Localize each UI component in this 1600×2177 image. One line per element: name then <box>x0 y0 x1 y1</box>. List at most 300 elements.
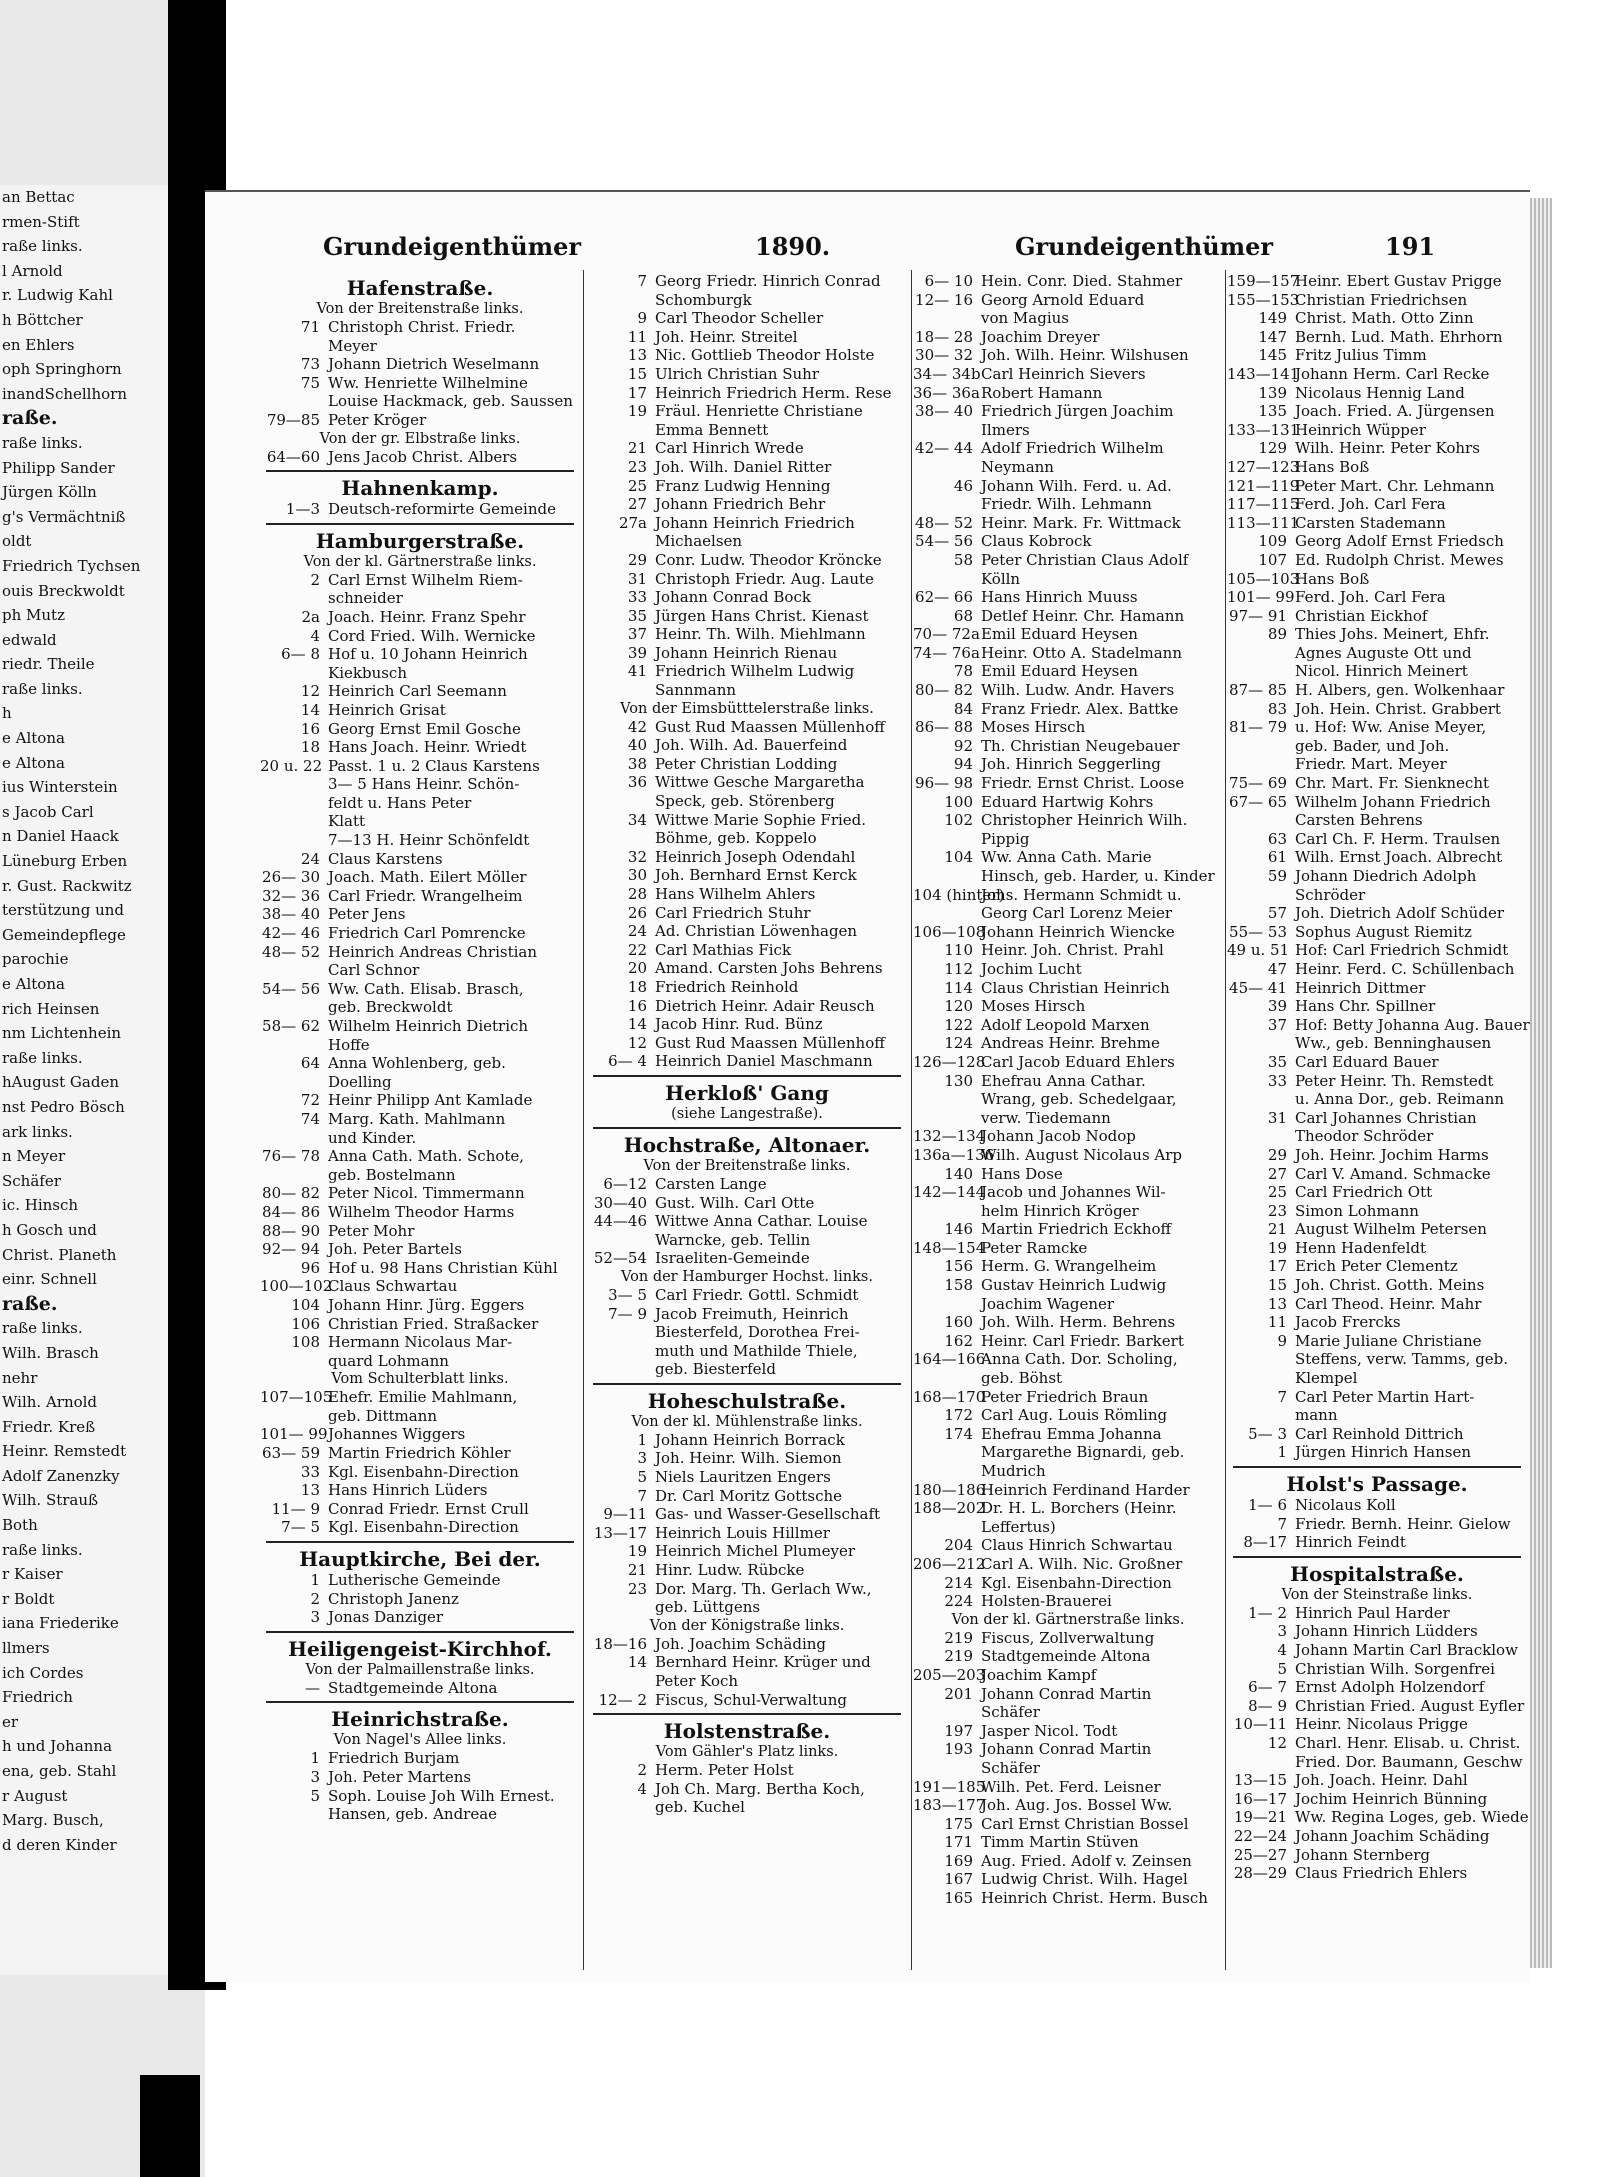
owner-entry <box>587 885 907 904</box>
house-number: 132—134 <box>913 1127 986 1146</box>
street-direction-note: Vom Schulterblatt links. <box>331 1371 509 1388</box>
owner-name: Hans Wilhelm Ahlers <box>655 885 816 903</box>
owner-name: Biesterfeld, Dorothea Frei- <box>655 1323 860 1342</box>
owner-name: Joh. Heinr. Jochim Harms <box>1295 1145 1489 1164</box>
house-number <box>587 1231 655 1250</box>
house-number: 214 <box>944 1573 973 1592</box>
owner-entry <box>587 1034 907 1053</box>
house-number: 160 <box>944 1313 973 1332</box>
house-number: 58— 62 <box>262 1017 320 1035</box>
owner-entry <box>260 1315 580 1334</box>
house-number: 17 <box>1267 1257 1287 1276</box>
street-heading: Holstenstraße. <box>663 1719 831 1744</box>
house-number: 6— 7 <box>1248 1678 1287 1697</box>
house-number: 130 <box>944 1071 973 1090</box>
house-number: 172 <box>944 1406 973 1425</box>
owner-name: Peter Mohr <box>328 1221 415 1240</box>
owner-name: Heinrich Andreas Christian <box>328 942 537 961</box>
left-page-line: d deren Kinder <box>2 1835 117 1854</box>
owner-entry <box>587 1323 907 1342</box>
left-page-line: raße links. <box>2 679 83 698</box>
house-number: 9—11 <box>603 1505 647 1524</box>
owner-name: Kgl. Eisenbahn-Direction <box>328 1518 519 1537</box>
owner-entry <box>1227 532 1527 551</box>
owner-name: Peter Christian Lodding <box>655 754 838 773</box>
house-number: 1— 2 <box>1248 1603 1287 1622</box>
owner-entry <box>1227 384 1527 403</box>
owner-name: Carl Friedr. Wrangelheim <box>328 886 523 905</box>
street-heading: Holst's Passage. <box>1286 1472 1468 1496</box>
house-number: 168—170 <box>913 1387 986 1406</box>
owner-entry <box>913 625 1223 644</box>
house-number: 35 <box>1267 1052 1287 1071</box>
house-number: 18—16 <box>593 1634 647 1653</box>
owner-entry <box>1227 1864 1527 1883</box>
owner-name: Ehefrau Anna Cathar. <box>981 1071 1146 1090</box>
house-number <box>260 998 328 1017</box>
street-heading: Herkloß' Gang <box>665 1080 829 1105</box>
left-page-line: ich Cordes <box>2 1663 84 1682</box>
owner-entry <box>913 1462 1223 1481</box>
owner-name: Heinr. Nicolaus Prigge <box>1295 1715 1468 1734</box>
house-number: 3 <box>1277 1622 1287 1641</box>
left-page-line: raße links. <box>2 1540 83 1559</box>
owner-name: Carl Theodor Scheller <box>655 309 824 328</box>
owner-entry <box>1227 1146 1527 1165</box>
house-number: 7 <box>637 1486 647 1505</box>
house-number: 180—186 <box>913 1480 986 1499</box>
owner-name: Bernh. Lud. Math. Ehrhorn <box>1295 327 1503 346</box>
house-number: 97— 91 <box>1229 606 1287 625</box>
owner-entry <box>587 514 907 533</box>
house-number: — <box>305 1678 320 1697</box>
house-number <box>260 392 328 411</box>
house-number <box>260 1073 328 1092</box>
owner-entry <box>913 718 1223 737</box>
house-number: 79—85 <box>266 410 320 429</box>
owner-name: Joachim Wagener <box>981 1294 1115 1313</box>
owner-name: Heinrich Louis Hillmer <box>655 1523 830 1542</box>
house-number: 71 <box>300 318 320 336</box>
owner-name: Schröder <box>1295 885 1366 904</box>
owner-name: Joach. Heinr. Franz Spehr <box>328 607 526 626</box>
house-number: 1 <box>310 1571 320 1590</box>
house-number: 9 <box>1277 1331 1287 1350</box>
house-number <box>587 1598 655 1617</box>
owner-name: Mudrich <box>981 1462 1046 1480</box>
scan-edge-bar-bottom <box>140 2075 200 2177</box>
owner-name: Carl Ch. F. Herm. Traulsen <box>1295 829 1501 848</box>
owner-name: Ilmers <box>981 420 1030 439</box>
owner-entry <box>587 662 907 681</box>
owner-name: Herm. G. Wrangelheim <box>981 1257 1157 1276</box>
street-direction-note: Von der Hamburger Hochst. links. <box>621 1268 873 1285</box>
left-page-line: r. Gust. Rackwitz <box>2 876 132 895</box>
owner-entry <box>260 701 580 720</box>
owner-name: Jochim Lucht <box>981 959 1082 978</box>
owner-name: Johann Conrad Martin <box>981 1740 1152 1759</box>
owner-entry <box>587 291 907 310</box>
owner-entry <box>1227 1715 1527 1734</box>
owner-name: Fiscus, Zollverwaltung <box>981 1628 1155 1647</box>
owner-name: Hoffe <box>328 1035 370 1054</box>
left-page-line: nm Lichtenhein <box>2 1024 122 1043</box>
owner-entry <box>260 720 580 739</box>
owner-entry <box>260 1147 580 1166</box>
owner-name: geb. Dittmann <box>328 1406 437 1425</box>
owner-entry <box>260 794 580 813</box>
owner-entry <box>587 477 907 496</box>
street-direction-note: Von der kl. Gärtnerstraße links. <box>951 1611 1185 1628</box>
owner-entry <box>913 1034 1223 1053</box>
owner-entry <box>1227 811 1527 830</box>
owner-entry <box>1227 793 1527 812</box>
owner-entry <box>1227 1443 1527 1462</box>
street-direction-note: Von der gr. Elbstraße links. <box>319 430 521 447</box>
house-number: 35 <box>627 606 647 625</box>
owner-entry <box>260 1679 580 1698</box>
left-page-line: Friedr. Kreß <box>2 1417 96 1436</box>
owner-entry <box>1227 1053 1527 1072</box>
house-number <box>260 337 328 356</box>
owner-name: Hinrich Feindt <box>1295 1533 1406 1552</box>
house-number: 96— 98 <box>915 774 973 793</box>
house-number: 6—12 <box>603 1174 647 1193</box>
house-number: 20 u. 22 <box>260 756 323 775</box>
header-title-right: Grundeigenthümer <box>1015 232 1273 261</box>
owner-entry <box>260 1352 580 1371</box>
owner-name: Emil Eduard Heysen <box>981 662 1138 681</box>
header-page-number: 191 <box>1385 232 1436 261</box>
owner-entry <box>913 1388 1223 1407</box>
left-page-line: r Kaiser <box>2 1565 63 1584</box>
owner-entry <box>587 755 907 774</box>
owner-name: Joh. Peter Bartels <box>328 1240 462 1259</box>
column-3 <box>913 272 1223 1908</box>
owner-name: Hans Boß <box>1295 457 1370 476</box>
owner-entry <box>913 1815 1223 1834</box>
owner-name: Emil Eduard Heysen <box>981 625 1138 644</box>
owner-entry <box>1227 867 1527 886</box>
owner-name: Nicolaus Hennig Land <box>1295 383 1465 402</box>
owner-entry <box>1227 1515 1527 1534</box>
owner-entry <box>1227 718 1527 737</box>
owner-name: Christopher Heinrich Wilh. <box>981 811 1188 830</box>
owner-name: Ulrich Christian Suhr <box>655 364 820 383</box>
owner-name: Claus Kobrock <box>981 532 1092 551</box>
house-number: 7 <box>1277 1387 1287 1406</box>
house-number: 62— 66 <box>915 588 973 607</box>
owner-entry <box>913 439 1223 458</box>
owner-entry <box>587 365 907 384</box>
owner-entry <box>913 1778 1223 1797</box>
owner-name: von Magius <box>981 309 1069 328</box>
owner-entry <box>1227 886 1527 905</box>
house-number: 4 <box>637 1779 647 1798</box>
owner-entry <box>260 1407 580 1426</box>
owner-name: Joh. Hinrich Seggerling <box>981 755 1161 774</box>
owner-entry <box>913 1703 1223 1722</box>
house-number: 75 <box>300 373 320 392</box>
owner-entry <box>1227 904 1527 923</box>
house-number <box>1227 737 1295 756</box>
owner-entry <box>1227 458 1527 477</box>
owner-name: Conrad Friedr. Ernst Crull <box>328 1499 529 1518</box>
left-page-line: oph Springhorn <box>2 360 122 379</box>
owner-entry <box>260 448 580 467</box>
house-number <box>260 1352 328 1371</box>
left-page-line: Gemeindepflege <box>2 925 126 944</box>
owner-entry <box>587 959 907 978</box>
owner-entry <box>1227 848 1527 867</box>
owner-entry <box>913 402 1223 421</box>
owner-name: Joach. Fried. A. Jürgensen <box>1295 402 1495 421</box>
house-number <box>1227 1034 1295 1053</box>
house-number: 107 <box>1258 550 1287 569</box>
owner-entry <box>913 1239 1223 1258</box>
house-number: 41 <box>627 662 647 681</box>
owner-name: Christian Friedrichsen <box>1295 290 1468 309</box>
owner-entry <box>1227 1202 1527 1221</box>
owner-name: Passt. 1 u. 2 Claus Karstens <box>328 756 540 775</box>
house-number: 42 <box>627 717 647 736</box>
house-number: 12 <box>300 682 320 701</box>
house-number: 100 <box>944 792 973 811</box>
left-page-line: Jürgen Kölln <box>2 483 97 502</box>
owner-name: Fräul. Henriette Christiane <box>655 402 863 421</box>
house-number <box>1227 755 1295 774</box>
owner-name: Joh. Heinr. Wilh. Siemon <box>655 1449 842 1468</box>
owner-name: Dor. Marg. Th. Gerlach Ww., <box>655 1579 872 1598</box>
column-1 <box>260 272 580 1824</box>
section-rule <box>266 1541 574 1543</box>
owner-name: geb. Biesterfeld <box>655 1360 776 1379</box>
owner-entry <box>587 458 907 477</box>
owner-entry <box>913 700 1223 719</box>
house-number: 48— 52 <box>915 513 973 532</box>
owner-name: Christ. Math. Otto Zinn <box>1295 309 1474 328</box>
owner-name: Johann Jacob Nodop <box>981 1127 1136 1146</box>
owner-entry <box>587 1505 907 1524</box>
owner-name: Jacob Hinr. Rud. Bünz <box>655 1015 823 1034</box>
owner-entry <box>260 664 580 683</box>
house-number: 42— 44 <box>915 439 973 458</box>
house-number: 162 <box>944 1331 973 1350</box>
house-number: 188—202 <box>913 1499 986 1518</box>
owner-name: Nic. Gottlieb Theodor Holste <box>655 346 875 365</box>
house-number <box>913 1369 981 1388</box>
owner-entry <box>913 979 1223 998</box>
owner-name: Amand. Carsten Johs Behrens <box>655 959 883 978</box>
owner-entry <box>913 272 1223 291</box>
owner-entry <box>587 625 907 644</box>
owner-name: Joh. Aug. Jos. Bossel Ww. <box>981 1796 1173 1815</box>
house-number: 143—141 <box>1227 364 1300 383</box>
house-number: 25 <box>627 476 647 495</box>
owner-entry <box>260 1333 580 1352</box>
house-number: 7— 5 <box>281 1518 320 1537</box>
left-page-line: r Boldt <box>2 1589 55 1608</box>
owner-entry <box>1227 830 1527 849</box>
owner-entry <box>1227 477 1527 496</box>
owner-entry <box>260 1749 580 1768</box>
owner-entry <box>913 514 1223 533</box>
owner-name: Joachim Dreyer <box>981 327 1100 346</box>
owner-entry <box>260 500 580 519</box>
owner-entry <box>913 1759 1223 1778</box>
owner-entry <box>587 1542 907 1561</box>
owner-name: Wilh. Heinr. Peter Kohrs <box>1295 439 1480 458</box>
owner-name: Kölln <box>981 569 1021 588</box>
owner-entry <box>587 1487 907 1506</box>
owner-name: 7—13 H. Heinr Schönfeldt <box>328 831 530 850</box>
house-number: 142—144 <box>913 1183 986 1202</box>
owner-entry <box>913 346 1223 365</box>
owner-name: Christoph Janenz <box>328 1589 459 1608</box>
house-number: 25—27 <box>1233 1845 1287 1864</box>
owner-name: muth und Mathilde Thiele, <box>655 1341 858 1360</box>
house-number: 18 <box>627 977 647 996</box>
house-number: 23 <box>1267 1201 1287 1220</box>
owner-entry <box>587 551 907 570</box>
owner-entry <box>260 1110 580 1129</box>
owner-entry <box>587 1231 907 1250</box>
house-number: 121—119 <box>1227 476 1300 495</box>
house-number <box>913 1759 981 1778</box>
owner-name: Andreas Heinr. Brehme <box>981 1034 1160 1053</box>
owner-entry <box>913 941 1223 960</box>
left-page-line: Both <box>2 1516 38 1535</box>
owner-name: u. Hof: Ww. Anise Meyer, <box>1295 718 1487 737</box>
house-number: 15 <box>627 364 647 383</box>
owner-name: Ehefrau Emma Johanna <box>981 1424 1162 1443</box>
owner-name: Claus Karstens <box>328 849 443 868</box>
owner-entry <box>1227 1313 1527 1332</box>
house-number: 42— 46 <box>262 924 320 943</box>
house-number <box>913 1202 981 1221</box>
house-number: 24 <box>300 849 320 868</box>
owner-name: Franz Ludwig Henning <box>655 476 831 495</box>
owner-name: Lutherische Gemeinde <box>328 1571 501 1590</box>
owner-name: Christoph Christ. Friedr. <box>328 318 516 336</box>
owner-name: Hinr. Ludw. Rübcke <box>655 1561 805 1580</box>
house-number: 14 <box>627 1015 647 1034</box>
left-page-line: raße links. <box>2 433 83 452</box>
owner-entry <box>913 1053 1223 1072</box>
house-number: 19 <box>627 402 647 421</box>
house-number: 106 <box>291 1314 320 1333</box>
section-rule <box>593 1127 901 1129</box>
house-number <box>1227 1406 1295 1425</box>
owner-entry <box>260 392 580 411</box>
owner-entry <box>587 1286 907 1305</box>
house-number: 27 <box>627 495 647 514</box>
owner-name: Ehefr. Emilie Mahlmann, <box>328 1388 518 1407</box>
owner-name: Anna Cath. Math. Schote, <box>328 1147 525 1166</box>
owner-entry <box>587 1653 907 1672</box>
owner-name: Heinrich Joseph Odendahl <box>655 847 856 866</box>
column-divider <box>583 270 584 1970</box>
owner-entry <box>913 737 1223 756</box>
left-page-line: Heinr. Remstedt <box>2 1442 127 1461</box>
house-number: 164—166 <box>913 1350 986 1369</box>
street-heading: Hahnenkamp. <box>341 476 499 501</box>
owner-entry <box>1227 1734 1527 1753</box>
house-number: 92 <box>953 736 973 755</box>
house-number: 16—17 <box>1233 1789 1287 1808</box>
left-page-line: hAugust Gaden <box>2 1073 119 1092</box>
owner-name: Henn Hadenfeldt <box>1295 1238 1427 1257</box>
house-number: 169 <box>944 1851 973 1870</box>
left-page-line: oldt <box>2 532 32 551</box>
owner-entry <box>913 607 1223 626</box>
owner-entry <box>260 1500 580 1519</box>
owner-entry <box>1227 1220 1527 1239</box>
owner-name: Adolf Friedrich Wilhelm <box>981 439 1164 458</box>
owner-name: Ww. Anna Cath. Marie <box>981 848 1152 867</box>
owner-name: Carl Theod. Heinr. Mahr <box>1295 1294 1482 1313</box>
house-number <box>913 830 981 849</box>
house-number: 12 <box>627 1033 647 1052</box>
owner-name: Carl Hinrich Wrede <box>655 439 804 458</box>
house-number: 26 <box>627 903 647 922</box>
owner-name: Jochim Heinrich Bünning <box>1295 1789 1488 1808</box>
house-number: 22 <box>627 940 647 959</box>
house-number <box>587 1798 655 1817</box>
left-page-line: h Gosch und <box>2 1220 97 1239</box>
house-number: 206—212 <box>913 1554 986 1573</box>
house-number: 193 <box>944 1740 973 1759</box>
house-number: 167 <box>944 1870 973 1889</box>
owner-entry <box>587 421 907 440</box>
owner-entry <box>1227 923 1527 942</box>
owner-entry <box>1227 365 1527 384</box>
house-number: 46 <box>953 476 973 495</box>
house-number: 155—153 <box>1227 290 1300 309</box>
left-page-line: Schäfer <box>2 1171 61 1190</box>
house-number: 6— 8 <box>281 645 320 664</box>
owner-name: Carsten Behrens <box>1295 811 1423 830</box>
owner-name: Johann Conrad Bock <box>655 588 811 607</box>
owner-name: Joh. Wilh. Daniel Ritter <box>655 457 832 476</box>
owner-entry <box>1227 1276 1527 1295</box>
street-heading: Hochstraße, Altonaer. <box>623 1132 871 1157</box>
left-page-line: ena, geb. Stahl <box>2 1762 117 1780</box>
owner-entry <box>913 1481 1223 1500</box>
house-number <box>1227 644 1295 663</box>
owner-name: Hof: Betty Johanna Aug. Bauer <box>1295 1015 1530 1034</box>
owner-entry <box>913 1536 1223 1555</box>
owner-name: Aug. Fried. Adolf v. Zeinsen <box>981 1851 1192 1870</box>
house-number <box>260 1129 328 1148</box>
owner-name: Meyer <box>328 336 377 355</box>
left-page-line: rich Heinsen <box>2 999 100 1018</box>
owner-entry <box>1227 1127 1527 1146</box>
owner-name: Johann Herm. Carl Recke <box>1295 364 1490 383</box>
section-rule <box>266 1701 574 1703</box>
owner-entry <box>913 960 1223 979</box>
house-number: 32— 36 <box>262 886 320 905</box>
owner-name: Hinrich Paul Harder <box>1295 1603 1450 1622</box>
house-number <box>260 589 328 608</box>
owner-entry <box>587 570 907 589</box>
house-number: 124 <box>944 1034 973 1053</box>
owner-name: Schomburgk <box>655 290 752 309</box>
left-page-line: h <box>2 704 12 723</box>
owner-name: Jacob Frercks <box>1295 1313 1401 1332</box>
owner-entry <box>260 1259 580 1278</box>
owner-entry <box>913 1350 1223 1369</box>
